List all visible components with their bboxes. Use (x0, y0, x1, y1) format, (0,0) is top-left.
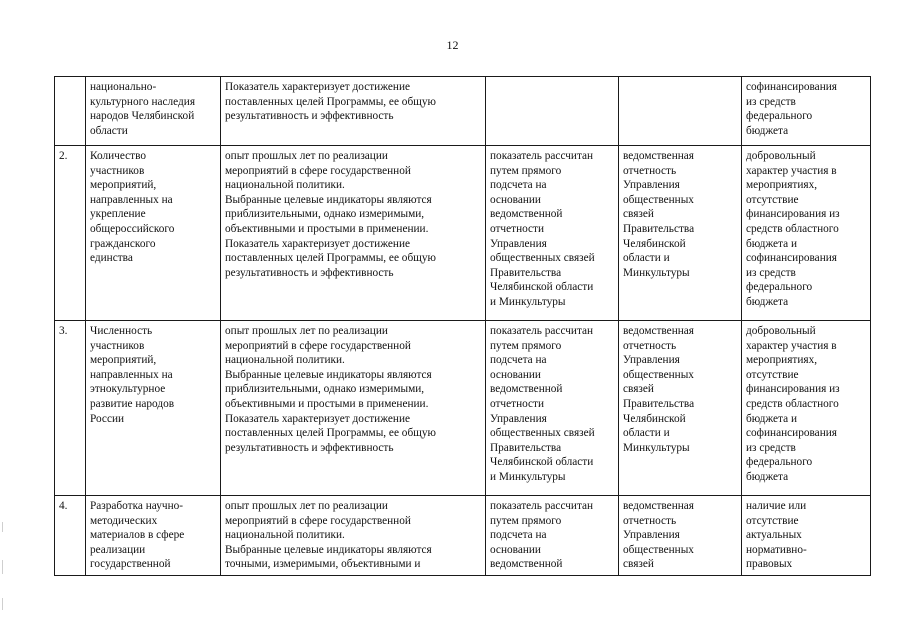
row-number-cell (55, 77, 86, 146)
calculation-method-cell (486, 77, 619, 146)
table-row (55, 496, 871, 576)
calculation-method-cell: показатель рассчитан путем прямого подсчета на основании ведомственной отчетности Управления общественных связей Правительства Челябинской области и Минкультуры (486, 146, 619, 321)
row-number-cell: 3. (55, 321, 86, 496)
indicator-description-cell: опыт прошлых лет по реализации мероприятий в сфере государственной национальной политики. Выбранные целевые индикаторы являются приблизительными, однако измеримыми, объективными и простыми в применении. Показатель характеризует достижение поставленных целей Программы, ее общую результативность и эффективность (221, 146, 486, 321)
indicator-name-cell: национально- культурного наследия народов Челябинской области (86, 77, 221, 146)
table-row (55, 321, 871, 496)
indicator-name-cell: Разработка научно- методических материалов в сфере реализации государственной (86, 496, 221, 576)
indicator-name-cell: Количество участников мероприятий, направленных на укрепление общероссийского гражданского единства (86, 146, 221, 321)
risk-factor-cell: софинансирования из средств федерального бюджета (742, 77, 871, 146)
risk-factor-cell: добровольный характер участия в мероприятиях, отсутствие финансирования из средств областного бюджета и софинансирования из средств федерального бюджета (742, 321, 871, 496)
scan-edge-mark (2, 522, 3, 532)
indicators-table (54, 76, 871, 576)
data-source-cell: ведомственная отчетность Управления общественных связей (619, 496, 742, 576)
table-row (55, 146, 871, 321)
scan-edge-mark (2, 560, 3, 574)
calculation-method-cell: показатель рассчитан путем прямого подсчета на основании ведомственной отчетности Управления общественных связей Правительства Челябинской области и Минкультуры (486, 321, 619, 496)
data-source-cell: ведомственная отчетность Управления общественных связей Правительства Челябинской области и Минкультуры (619, 146, 742, 321)
risk-factor-cell: добровольный характер участия в мероприятиях, отсутствие финансирования из средств областного бюджета и софинансирования из средств федерального бюджета (742, 146, 871, 321)
data-source-cell (619, 77, 742, 146)
data-source-cell: ведомственная отчетность Управления общественных связей Правительства Челябинской области и Минкультуры (619, 321, 742, 496)
page-number: 12 (446, 38, 459, 52)
indicator-name-cell: Численность участников мероприятий, направленных на этнокультурное развитие народов России (86, 321, 221, 496)
indicator-description-cell: опыт прошлых лет по реализации мероприятий в сфере государственной национальной политики. Выбранные целевые индикаторы являются приблизительными, однако измеримыми, объективными и простыми в применении. Показатель характеризует достижение поставленных целей Программы, ее общую результативность и эффективность (221, 321, 486, 496)
calculation-method-cell: показатель рассчитан путем прямого подсчета на основании ведомственной (486, 496, 619, 576)
risk-factor-cell: наличие или отсутствие актуальных нормативно- правовых (742, 496, 871, 576)
table-row (55, 77, 871, 146)
indicator-description-cell: опыт прошлых лет по реализации мероприятий в сфере государственной национальной политики. Выбранные целевые индикаторы являются точными, измеримыми, объективными и (221, 496, 486, 576)
indicator-description-cell: Показатель характеризует достижение поставленных целей Программы, ее общую результативность и эффективность (221, 77, 486, 146)
scan-edge-mark (2, 598, 3, 610)
row-number-cell: 2. (55, 146, 86, 321)
row-number-cell: 4. (55, 496, 86, 576)
